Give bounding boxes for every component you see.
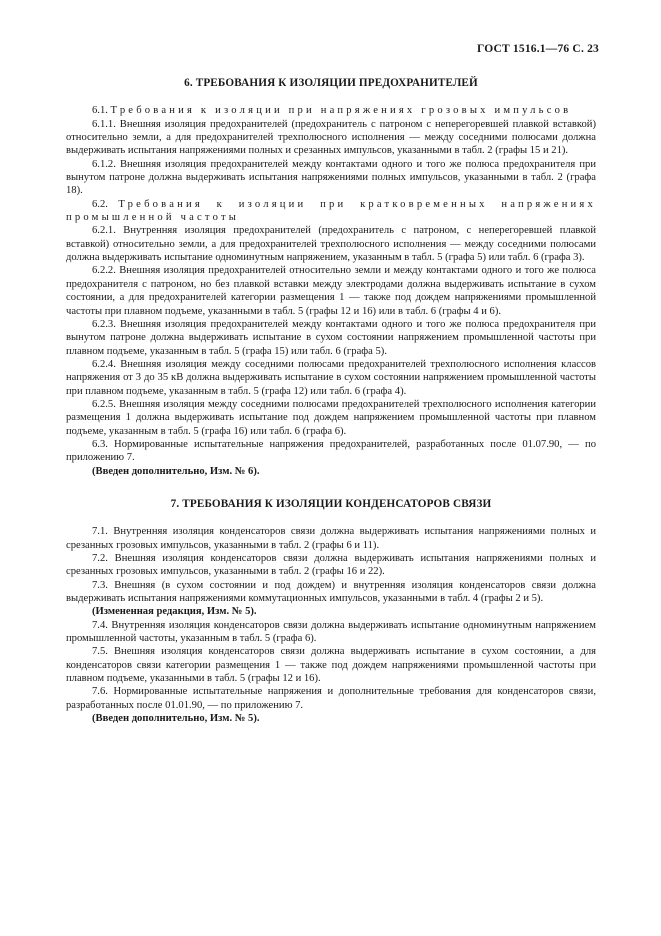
paragraph-6-1-heading: Требования к изоляции при напряжениях грозовых импульсов [110,105,572,117]
paragraph-7-3: 7.3. Внешняя (в сухом состоянии и под дождем) и внутренняя изоляция конденсаторов связи должна выдерживать испытания напряжениями коммутационных импульсов, указанными в табл. 4 (графы 2 и 5). [66,579,596,605]
page-header: ГОСТ 1516.1—76 С. 23 [476,43,599,55]
amendment-note-6: (Введен дополнительно, Изм. № 6). [92,465,260,477]
paragraph-6-2-number: 6.2. [92,198,108,210]
paragraph-6-2-2: 6.2.2. Внешняя изоляция предохранителей относительно земли и между контактами одного и того же полюса предохранителя с патроном, но без плавкой вставки между электродами должна выдерживать испытание в сухом состоянии, а для предохранителей категории размещения 1 — также под дождем напряжениями промышленной частоты при плавном подъеме, указанными в табл. 5 (графы 12 и 16) или в табл. 6 (графы 4 и 6). [66,265,596,317]
paragraph-6-1-1: 6.1.1. Внешняя изоляция предохранителей (предохранитель с патроном с неперегоревшей плавкой вставкой) относительно земли, а для предохранителей трехполюсного исполнения — между соседними полюсами должна выдерживать испытания напряжениями полных и срезанных импульсов, указанными в табл. 2 (графы 15 и 21). [66,118,596,157]
document-body [66,77,596,725]
paragraph-7-5: 7.5. Внешняя изоляция конденсаторов связи должна выдерживать испытание в сухом состоянии, а для конденсаторов связи категории размещения 1 — также под дождем напряжениями промышленной частоты при плавном подъеме, указанными в табл. 5 (графы 12 и 16). [66,646,596,685]
paragraph-6-1 [66,104,596,117]
section-7-title: 7. ТРЕБОВАНИЯ К ИЗОЛЯЦИИ КОНДЕНСАТОРОВ СВЯЗИ [170,497,492,510]
amendment-note-7-3: (Измененная редакция, Изм. № 5). [92,606,257,618]
paragraph-6-1-2: 6.1.2. Внешняя изоляция предохранителей между контактами одного и того же полюса предохранителя при вынутом патроне должна выдерживать испытания напряжениями полных импульсов, указанными в табл. 2 (графа 18). [66,158,596,197]
paragraph-6-1-number: 6.1. [92,105,108,117]
section-6-title: 6. ТРЕБОВАНИЯ К ИЗОЛЯЦИИ ПРЕДОХРАНИТЕЛЕЙ [184,77,478,89]
paragraph-7-4: 7.4. Внутренняя изоляция конденсаторов связи должна выдерживать испытание одноминутным напряжением промышленной частоты, указанным в табл. 5 (графа 6). [66,619,596,645]
paragraph-7-2: 7.2. Внешняя изоляция конденсаторов связи должна выдерживать испытания напряжениями полных и срезанных грозовых импульсов, указанными в табл. 2 (графы 16 и 22). [66,553,596,578]
paragraph-6-2-1: 6.2.1. Внутренняя изоляция предохранителей (предохранитель с патроном, с неперегоревшей плавкой вставкой) относительно земли, а для предохранителей трехполюсного исполнения — между соседними полюсами должна выдерживать испытание одноминутным напряжением, указанным в табл. 5 (графа 5) или табл. 6 (графа 3). [66,225,596,264]
paragraph-6-3: 6.3. Нормированные испытательные напряжения предохранителей, разработанных после 01.07.90, — по приложению 7. [66,438,596,464]
amendment-note-7-6: (Введен дополнительно, Изм. № 5). [92,713,260,725]
paragraph-6-2 [66,198,596,225]
paragraph-6-2-5: 6.2.5. Внешняя изоляция между соседними полюсами предохранителей трехполюсного исполнения категории размещения 1 должна выдерживать испытание под дождем напряжением промышленной частоты при плавном подъеме, указанным в табл. 5 (графа 16) или табл. 6 (графа 6). [66,398,596,437]
paragraph-7-1: 7.1. Внутренняя изоляция конденсаторов связи должна выдерживать испытания напряжениями полных и срезанных грозовых импульсов, указанными в табл. 2 (графы 6 и 11). [66,526,596,551]
paragraph-7-6: 7.6. Нормированные испытательные напряжения и дополнительные требования для конденсаторов связи, разработанных после 01.01.90, — по приложению 7. [66,686,596,711]
paragraph-6-2-3: 6.2.3. Внешняя изоляция предохранителей между контактами одного и того же полюса предохранителя при вынутом патроне должна выдерживать испытание в сухом состоянии напряжением промышленной частоты при плавном подъеме, указанным в табл. 5 (графа 15) или табл. 6 (графа 5). [66,318,596,357]
paragraph-6-2-4: 6.2.4. Внешняя изоляция между соседними полюсами предохранителей трехполюсного исполнения классов напряжения от 3 до 35 кВ должна выдерживать испытание в сухом состоянии напряжением промышленной частоты при плавном подъеме, указанным в табл. 5 (графа 12) или табл. 6 (графа 4). [66,358,596,397]
paragraph-6-2-heading: Требования к изоляции при кратковременных напряжениях промышленной частоты [66,198,596,224]
